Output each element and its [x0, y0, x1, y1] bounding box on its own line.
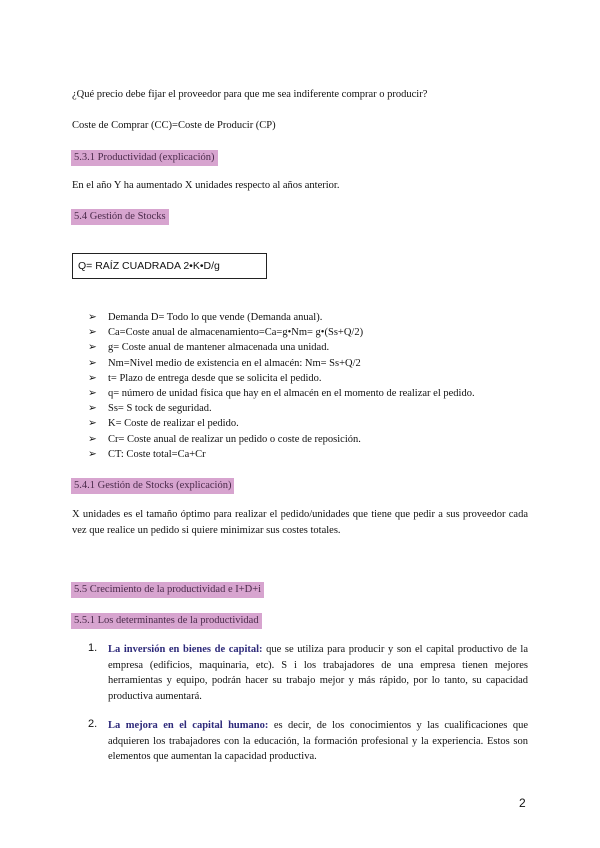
arrow-bullet-icon: ➢: [88, 433, 97, 445]
list-item: ➢ Cr= Coste anual de realizar un pedido o coste de reposición.: [88, 432, 475, 447]
list-item: ➢ Ca=Coste anual de almacenamiento=Ca=g•Nm= g•(Ss+Q/2): [88, 325, 475, 340]
list-item: [88, 642, 528, 704]
determinant-item-1: [88, 642, 528, 704]
question-text: ¿Qué precio debe fijar el proveedor para que me sea indiferente comprar o producir?: [72, 89, 428, 100]
arrow-bullet-icon: ➢: [88, 387, 97, 399]
arrow-bullet-icon: ➢: [88, 357, 97, 369]
productivity-text: En el año Y ha aumentado X unidades respecto al años anterior.: [72, 180, 340, 191]
equation-line: Coste de Comprar (CC)=Coste de Producir (CP): [72, 120, 276, 131]
item-body: [108, 718, 528, 765]
arrow-bullet-icon: ➢: [88, 403, 97, 415]
heading-5-4-1: 5.4.1 Gestión de Stocks (explicación): [71, 478, 234, 494]
item-term: La inversión en bienes de capital:: [108, 644, 263, 655]
list-item: ➢ K= Coste de realizar el pedido.: [88, 416, 475, 431]
page-number: 2: [519, 796, 526, 810]
list-item: [88, 718, 528, 765]
item-number: 2.: [88, 718, 98, 730]
stocks-explanation-text: X unidades es el tamaño óptimo para realizar el pedido/unidades que tiene que pedir a sus proveedor cada vez que realice un pedido si quiere minimizar sus costes totales.: [72, 509, 528, 536]
formula-box: [72, 253, 267, 279]
arrow-bullet-icon: ➢: [88, 448, 97, 460]
list-item: ➢ t= Plazo de entrega desde que se solicita el pedido.: [88, 371, 475, 386]
heading-5-3-1: 5.3.1 Productividad (explicación): [71, 150, 218, 166]
determinant-item-2: [88, 718, 528, 765]
formula-text: Q= RAÍZ CUADRADA 2•K•D/g: [78, 260, 220, 272]
item-text: es decir, de los conocimientos y las cualificaciones que adquieren los trabajadores con la educación, la formación profesional y la experiencia. Estos son elementos que aumentan la capacidad productiva.: [108, 720, 528, 762]
arrow-bullet-icon: ➢: [88, 312, 97, 323]
item-text: que se utiliza para producir y son el capital productivo de la empresa (edificios, maquinaria, etc). S i los trabajadores de una empresa tienen mejores herramientas y equipo, podrán hacer su trabajo mejor y más rápido, por lo tanto, su capacidad productiva aumentará.: [108, 644, 528, 702]
list-item: ➢ g= Coste anual de mantener almacenada una unidad.: [88, 340, 475, 355]
list-item: ➢ q= número de unidad física que hay en el almacén en el momento de realizar el pedido.: [88, 386, 475, 401]
heading-5-5: 5.5 Crecimiento de la productividad e I+D+i: [71, 582, 264, 598]
heading-5-4: 5.4 Gestión de Stocks: [71, 209, 169, 225]
list-item: ➢ Demanda D= Todo lo que vende (Demanda anual).: [88, 310, 475, 325]
stock-variables-list: [88, 310, 475, 462]
heading-5-5-1: 5.5.1 Los determinantes de la productividad: [71, 613, 262, 629]
item-term: La mejora en el capital humano:: [108, 720, 269, 731]
item-body: [108, 642, 528, 704]
arrow-bullet-icon: ➢: [88, 372, 97, 384]
arrow-bullet-icon: ➢: [88, 342, 97, 354]
arrow-bullet-icon: ➢: [88, 418, 97, 430]
list-item: ➢ CT: Coste total=Ca+Cr: [88, 447, 475, 462]
arrow-bullet-icon: ➢: [88, 327, 97, 339]
item-number: 1.: [88, 642, 98, 654]
list-item: ➢ Nm=Nivel medio de existencia en el almacén: Nm= Ss+Q/2: [88, 356, 475, 371]
list-item: ➢ Ss= S tock de seguridad.: [88, 401, 475, 416]
